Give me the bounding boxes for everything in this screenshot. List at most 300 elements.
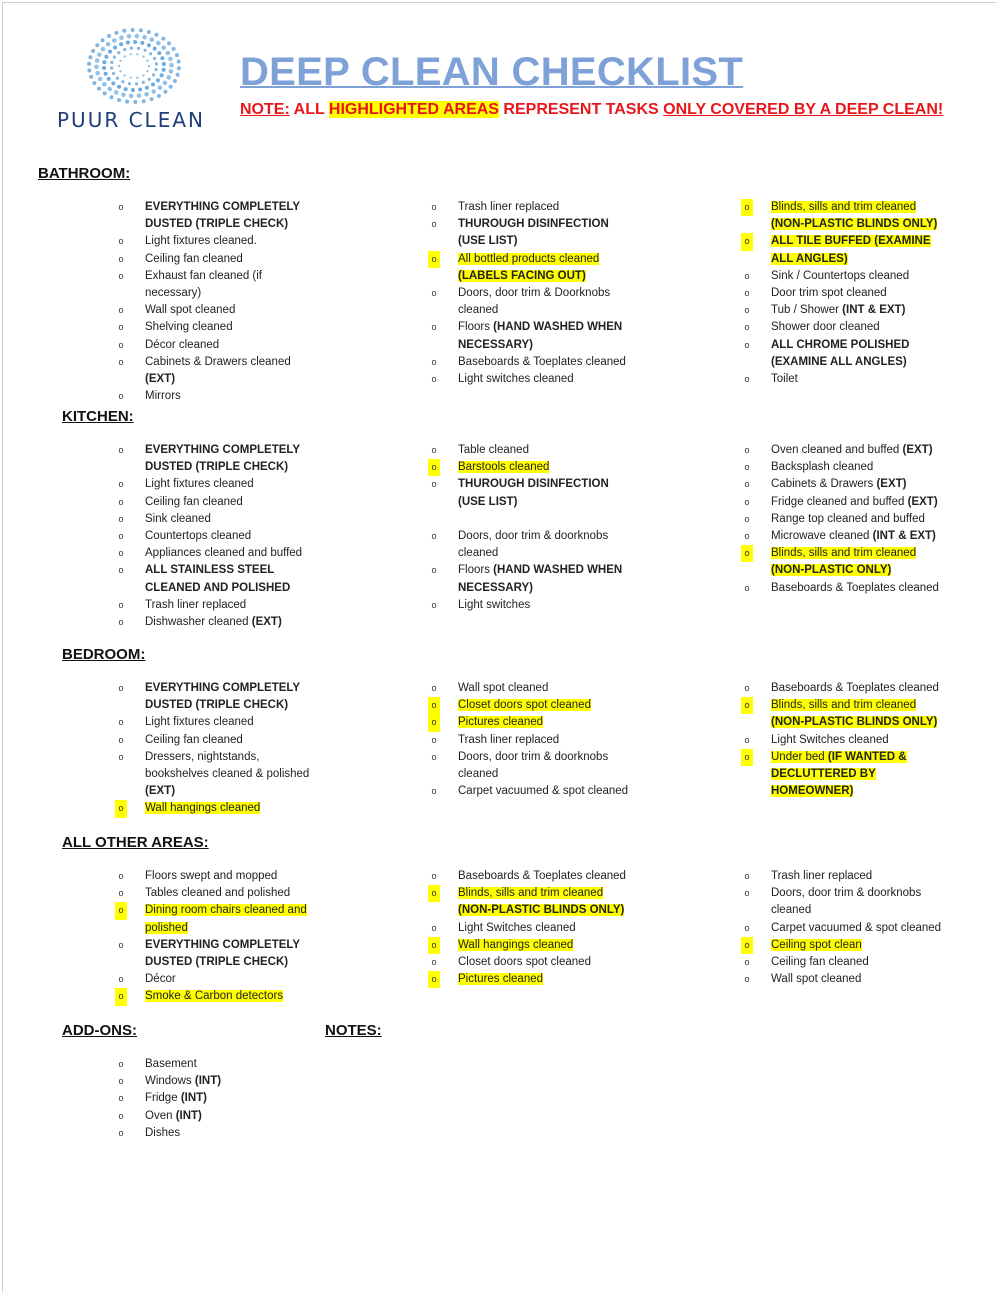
bullet-icon: o [118,445,124,455]
bullet-icon: o [741,697,753,714]
checklist-item [741,580,946,597]
checklist-item-text [771,870,872,882]
checklist-spacer [428,511,633,528]
checklist-item-label: Baseboards & Toeplates cleaned [458,870,626,882]
note-text-1: ALL [289,101,329,118]
checklist-item-text [771,973,861,985]
checklist-item [115,749,320,801]
checklist-item-qualifier: (INT) [175,1109,202,1122]
checklist-item-text [771,201,937,230]
checklist-item-text [145,321,233,333]
bullet-icon: o [118,617,124,628]
checklist-item-label: Fridge [145,1092,178,1105]
checklist-item-label: EVERYTHING COMPLETELY DUSTED (TRIPLE CHECK) [145,682,300,712]
checklist-item-label: Range top cleaned and buffed [771,512,925,525]
checklist-item-label: Ceiling fan cleaned [145,252,243,265]
checklist-item [428,319,633,353]
bullet-icon: o [118,565,124,576]
bullet-icon: o [744,462,750,473]
checklist-item [741,971,946,988]
bullet-icon: o [744,270,750,281]
checklist-item-label: Blinds, sills and trim cleaned [771,547,917,560]
checklist-item-label: Cabinets & Drawers cleaned [145,355,291,368]
checklist-item-label: Ceiling fan cleaned [771,956,869,969]
checklist-item [741,545,946,579]
bullet-icon: o [431,322,437,333]
checklist-item-text [458,201,559,213]
checklist-item-qualifier: (NON-PLASTIC BLINDS ONLY) [458,904,625,917]
checklist-item [741,511,946,528]
checklist-item [115,319,320,336]
checklist-item [741,732,946,749]
checklist-item-label: Sink cleaned [145,512,211,525]
checklist-item [428,920,633,937]
checklist-item-text [458,253,599,282]
checklist-item-label: Dishwasher cleaned [145,616,249,629]
checklist-item-text [145,496,243,508]
checklist-item-label: Ceiling spot clean [771,938,862,951]
checklist-item-text [458,734,559,746]
bullet-icon: o [118,888,124,899]
checklist-item-text [458,218,609,247]
checklist-item-text [458,939,573,951]
checklist-item [115,233,320,250]
checklist-item-text [145,973,176,985]
checklist-item-text [771,939,862,951]
checklist-item [428,868,633,885]
bullet-icon: o [118,202,124,212]
checklist-item [428,199,633,216]
checklist-item-label: Windows [145,1075,192,1088]
bedroom-list-col2 [428,680,633,800]
checklist-item-text [145,599,246,611]
checklist-item-label: Pictures cleaned [458,973,544,986]
checklist-item-qualifier: (EXT) [145,785,176,798]
checklist-item [741,199,946,233]
bullet-icon: o [431,445,437,455]
checklist-item-text [145,990,283,1002]
checklist-item-qualifier: (IF WANTED & DECLUTTERED BY HOMEOWNER) [771,750,907,798]
other-list-col3 [741,868,946,988]
checklist-item [741,885,946,919]
bullet-icon: o [428,885,440,902]
bullet-icon: o [431,957,437,968]
bullet-icon: o [744,531,750,542]
checklist-item-label: Baseboards & Toeplates cleaned [458,355,626,368]
checklist-item [115,868,320,885]
bullet-icon: o [428,714,440,731]
checklist-item-text [458,373,574,385]
checklist-item [428,459,633,476]
checklist-item [741,302,946,319]
checklist-item-qualifier: (NON-PLASTIC ONLY) [771,564,892,577]
checklist-item [115,388,320,405]
bullet-icon: o [744,922,750,933]
checklist-item-text [458,956,591,968]
checklist-item [115,268,320,302]
checklist-item-text [145,1075,221,1087]
checklist-item-text [458,478,609,507]
bullet-icon: o [118,305,124,316]
checklist-item-text [145,201,300,230]
checklist-item-label: Cabinets & Drawers [771,478,874,491]
bullet-icon: o [744,305,750,316]
bullet-icon: o [431,786,437,797]
other-list-col2 [428,868,633,988]
checklist-item-qualifier: (INT & EXT) [872,530,936,543]
bullet-icon: o [431,479,437,490]
bedroom-list-col1 [115,680,320,818]
checklist-item-text [145,904,307,933]
checklist-item [115,562,320,596]
checklist-item-label: THUROUGH DISINFECTION (USE LIST) [458,478,609,508]
checklist-item-label: Dishes [145,1126,181,1139]
checklist-item [428,680,633,697]
note-text-3: ONLY COVERED BY A DEEP CLEAN! [663,101,944,118]
checklist-item-label: Mirrors [145,390,181,403]
checklist-item-qualifier: (EXT) [902,444,933,456]
checklist-item [115,511,320,528]
checklist-item-label: ALL STAINLESS STEEL CLEANED AND POLISHED [145,564,291,594]
checklist-item-qualifier: (INT) [194,1075,222,1088]
checklist-item [115,614,320,631]
checklist-item [741,937,946,954]
checklist-item-label: Wall spot cleaned [771,973,862,986]
checklist-item [741,954,946,971]
checklist-item-text [458,356,626,368]
checklist-item [115,476,320,493]
bullet-icon: o [744,582,750,593]
checklist-item-label: Baseboards & Toeplates cleaned [771,581,939,594]
checklist-item [115,885,320,902]
checklist-item-text [145,304,235,316]
checklist-item-label: Wall spot cleaned [458,682,549,694]
checklist-item-text [771,956,869,968]
bullet-icon: o [431,922,437,933]
checklist-item-label: Shelving cleaned [145,321,233,334]
checklist-item [741,494,946,511]
checklist-item-qualifier: (INT) [180,1092,207,1105]
checklist-item [428,954,633,971]
bullet-icon: o [115,988,127,1005]
checklist-item-text [771,270,909,282]
section-title-add-ons: ADD-ONS: [62,1022,137,1039]
bullet-icon: o [118,751,124,762]
checklist-item-text [771,496,938,508]
bullet-icon: o [118,599,124,610]
bullet-icon: o [118,531,124,542]
checklist-item [115,597,320,614]
bullet-icon: o [431,871,437,881]
checklist-item [115,199,320,233]
checklist-item [428,732,633,749]
checklist-item [741,268,946,285]
checklist-item-text [771,922,941,934]
deep-clean-note [240,101,943,119]
checklist-item-qualifier: (EXT) [907,495,938,508]
checklist-item [428,937,633,954]
checklist-item-label: Oven cleaned and buffed [771,444,900,456]
bullet-icon: o [118,1076,124,1087]
checklist-item [428,597,633,614]
checklist-item-label: Closet doors spot cleaned [458,699,591,712]
checklist-item [428,371,633,388]
checklist-item-text [771,235,931,264]
checklist-item [428,562,633,596]
checklist-item [115,1056,320,1073]
checklist-item [428,251,633,285]
checklist-item-label: THUROUGH DISINFECTION (USE LIST) [458,218,609,248]
checklist-item [115,494,320,511]
checklist-item [741,920,946,937]
checklist-item-text [771,582,939,594]
checklist-item-text [771,699,937,728]
bullet-icon: o [744,734,750,745]
bullet-icon: o [431,734,437,745]
checklist-item-label: Light switches [458,598,531,611]
checklist-item-text [458,887,624,916]
checklist-item [115,714,320,731]
checklist-item [741,371,946,388]
checklist-item-label: Table cleaned [458,444,529,456]
checklist-item-text [458,599,530,611]
checklist-item-text [145,616,282,628]
bullet-icon: o [741,199,753,216]
checklist-item-qualifier: (NON-PLASTIC BLINDS ONLY) [771,218,938,231]
checklist-item [115,337,320,354]
checklist-item-label: Trash liner replaced [771,870,873,882]
checklist-item-label: Light fixtures cleaned [145,478,254,491]
checklist-item [115,971,320,988]
checklist-item-label: Sink / Countertops cleaned [771,269,910,282]
bullet-icon: o [431,531,437,542]
section-title-bedroom: BEDROOM: [62,646,146,663]
checklist-item-text [145,682,300,711]
bullet-icon: o [431,202,437,212]
checklist-item-text [771,287,887,299]
checklist-item-text [145,513,211,525]
checklist-item-label: Barstools cleaned [458,461,550,474]
bullet-icon: o [431,751,437,762]
checklist-item-text [145,530,251,542]
checklist-item [428,354,633,371]
checklist-item-text [145,564,290,593]
checklist-item-label: Basement [145,1058,197,1070]
checklist-item-text [771,734,889,746]
checklist-item-text [145,939,300,968]
checklist-item-label: Fridge cleaned and buffed [771,495,905,508]
section-title-notes: NOTES: [325,1022,382,1039]
checklist-item-text [145,339,219,351]
bullet-icon: o [118,1110,124,1121]
checklist-item-text [145,716,254,728]
checklist-item-qualifier: (EXT) [145,373,176,386]
checklist-item-text [458,870,626,882]
bullet-icon: o [118,548,124,559]
bullet-icon: o [428,937,440,954]
other-list-col1 [115,868,320,1006]
checklist-item-label: Exhaust fan cleaned (if necessary) [145,269,262,300]
checklist-item-text [145,253,243,265]
checklist-item-label: ALL CHROME POLISHED (EXAMINE ALL ANGLES) [771,338,910,368]
checklist-item-label: Light Switches cleaned [771,733,889,746]
bullet-icon: o [118,496,124,507]
checklist-item-text [771,887,921,916]
checklist-item-text [458,564,622,593]
bullet-icon: o [431,599,437,610]
checklist-item-text [458,699,591,711]
note-highlighted-areas: HIGHLIGHTED AREAS [328,101,499,118]
bullet-icon: o [428,459,440,476]
checklist-item [115,680,320,714]
checklist-item-label: Smoke & Carbon detectors [145,990,284,1003]
checklist-item-label: Light fixtures cleaned. [145,235,257,248]
checklist-item-text [771,339,909,368]
bullet-icon: o [118,479,124,490]
checklist-item-label: Floors swept and mopped [145,870,278,882]
checklist-item-label: Carpet vacuumed & spot cleaned [771,921,942,934]
checklist-item-text [458,922,576,934]
section-title-all-other-areas: ALL OTHER AREAS: [62,834,209,851]
checklist-item-label: Backsplash cleaned [771,461,874,474]
checklist-item [115,545,320,562]
checklist-item-label: Trash liner replaced [458,201,560,213]
checklist-item [741,528,946,545]
checklist-item-text [145,390,181,402]
bullet-icon: o [431,374,437,385]
bullet-icon: o [744,496,750,507]
checklist-item [428,697,633,714]
bullet-icon: o [118,236,124,247]
checklist-item [741,476,946,493]
checklist-item-qualifier: (INT & EXT) [842,304,906,317]
checklist-item [428,885,633,919]
checklist-item [741,459,946,476]
addons-list [115,1056,320,1142]
bullet-icon: o [118,253,124,264]
checklist-item-text [458,530,608,559]
checklist-item-label: EVERYTHING COMPLETELY DUSTED (TRIPLE CHECK) [145,444,300,474]
checklist-item-label: EVERYTHING COMPLETELY DUSTED (TRIPLE CHECK) [145,938,300,969]
checklist-item-label: Under bed [771,750,825,763]
checklist-item-label: Light fixtures cleaned [145,716,254,729]
checklist-item-label: Doors, door trim & doorknobs cleaned [771,887,922,917]
checklist-item-qualifier: (LABELS FACING OUT) [458,269,586,282]
checklist-item-label: Doors, door trim & doorknobs cleaned [458,750,609,781]
checklist-item [115,354,320,388]
checklist-item [428,749,633,783]
bullet-icon: o [431,219,437,230]
bullet-icon: o [431,356,437,367]
checklist-item-text [145,547,302,559]
checklist-item [115,1073,320,1090]
bullet-icon: o [118,974,124,985]
checklist-item-text [145,1110,202,1122]
checklist-item [115,251,320,268]
bedroom-list-col3 [741,680,946,800]
bullet-icon: o [118,717,124,728]
checklist-item [741,233,946,267]
checklist-item-label: Light Switches cleaned [458,921,576,934]
checklist-item-label: Tables cleaned and polished [145,887,291,900]
bullet-icon: o [744,322,750,333]
bullet-icon: o [118,1127,124,1138]
bullet-icon: o [118,939,124,950]
checklist-item-text [458,973,543,985]
checklist-item-text [145,751,309,797]
bullet-icon: o [428,697,440,714]
checklist-item-text [458,287,610,316]
checklist-item-label: Dining room chairs cleaned and polished [145,904,307,934]
checklist-item [115,937,320,971]
section-title-bathroom: BATHROOM: [38,165,131,182]
checklist-item-label: Blinds, sills and trim cleaned [771,699,917,712]
checklist-item-qualifier: (EXT) [876,478,907,491]
checklist-item [741,337,946,371]
checklist-item-text [771,682,939,694]
bullet-icon: o [741,937,753,954]
checklist-item-label: Blinds, sills and trim cleaned [771,201,917,213]
bathroom-list-col2 [428,199,633,388]
checklist-item-label: Wall spot cleaned [145,304,236,317]
checklist-item-qualifier: (HAND WASHED WHEN NECESSARY) [458,564,623,594]
bathroom-list-col1 [115,199,320,405]
bullet-icon: o [431,565,437,576]
checklist-item [115,302,320,319]
bullet-icon: o [118,322,124,333]
bullet-icon: o [118,270,124,281]
checklist-item-text [145,1092,207,1104]
bullet-icon: o [744,957,750,968]
checklist-item-text [771,321,880,333]
checklist-item [741,697,946,731]
checklist-item-label: Décor cleaned [145,338,220,351]
checklist-item-text [145,802,260,814]
bullet-icon: o [118,339,124,350]
checklist-item-label: Doors, door trim & Doorknobs cleaned [458,287,611,317]
checklist-item [741,442,946,459]
checklist-item [428,216,633,250]
checklist-item-text [458,682,548,694]
checklist-item-qualifier: (NON-PLASTIC BLINDS ONLY) [771,716,938,729]
checklist-item-text [145,444,300,473]
checklist-item-text [145,887,290,899]
checklist-item-text [458,751,608,780]
bullet-icon: o [741,233,753,250]
checklist-item [115,1125,320,1142]
checklist-item [428,528,633,562]
checklist-item-label: Baseboards & Toeplates cleaned [771,682,939,694]
checklist-item [741,680,946,697]
bullet-icon: o [744,288,750,299]
bullet-icon: o [744,445,750,455]
checklist-item [115,732,320,749]
bullet-icon: o [118,683,124,693]
page-title: DEEP CLEAN CHECKLIST [240,50,744,94]
checklist-item-text [458,785,628,797]
checklist-item [115,902,320,936]
checklist-item-label: Blinds, sills and trim cleaned [458,887,604,900]
checklist-item [428,476,633,510]
checklist-item-text [458,321,622,350]
checklist-item-label: Trash liner replaced [145,598,247,611]
checklist-item [428,714,633,731]
checklist-item-label: Appliances cleaned and buffed [145,547,303,560]
checklist-item-text [771,530,936,542]
checklist-item-label: Pictures cleaned [458,716,544,729]
checklist-item [115,988,320,1005]
checklist-item-label: Carpet vacuumed & spot cleaned [458,785,629,798]
